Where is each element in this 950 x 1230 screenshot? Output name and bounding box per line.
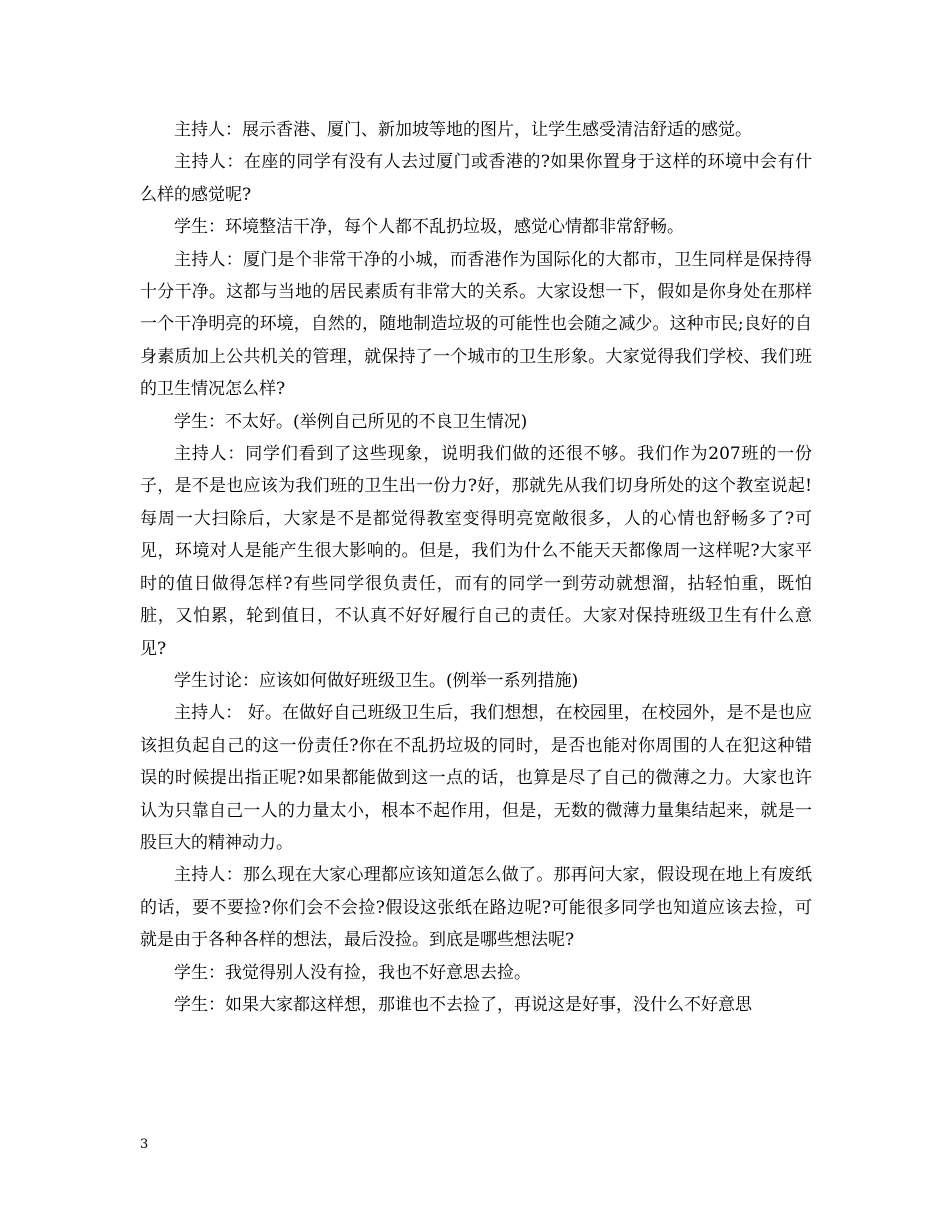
paragraph: 学生：环境整洁干净，每个人都不乱扔垃圾，感觉心情都非常舒畅。	[174, 217, 684, 238]
paragraph: 学生：如果大家都这样想，那谁也不去捡了，再说这是好事，没什么不好意思	[174, 994, 752, 1015]
document-body	[140, 114, 812, 1021]
paragraph: 学生：不太好。(举例自己所见的不良卫生情况)	[174, 411, 528, 432]
paragraph: 主持人：厦门是个非常干净的小城，而香港作为国际化的大都市，卫生同样是保持得十分干净。这都与当地的居民素质有非常大的关系。大家设想一下，假如是你身处在那样一个干净明亮的环境，自然的，随地制造垃圾的可能性也会随之减少。这种市民;良好的自身素质加上公共机关的管理，就保持了一个城市的卫生形象。大家觉得我们学校、我们班的卫生情况怎么样?	[140, 249, 812, 400]
paragraph: 主持人：在座的同学有没有人去过厦门或香港的?如果你置身于这样的环境中会有什么样的感觉呢?	[140, 152, 812, 205]
page-number: 3	[140, 1137, 149, 1152]
paragraph: 主持人：展示香港、厦门、新加坡等地的图片，让学生感受清洁舒适的感觉。	[174, 120, 752, 140]
paragraph: 主持人：那么现在大家心理都应该知道怎么做了。那再问大家，假设现在地上有废纸的话，要不要捡?你们会不会捡?假设这张纸在路边呢?可能很多同学也知道应该去捡，可就是由于各种各样的想法，最后没捡。到底是哪些想法呢?	[140, 865, 812, 951]
paragraph: 主持人：同学们看到了这些现象，说明我们做的还很不够。我们作为207班的一份子，是不是也应该为我们班的卫生出一份力?好，那就先从我们切身所处的这个教室说起!每周一大扫除后，大家是不是都觉得教室变得明亮宽敞很多，人的心情也舒畅多了?可见，环境对人是能产生很大影响的。但是，我们为什么不能天天都像周一这样呢?大家平时的值日做得怎样?有些同学很负责任，而有的同学一到劳动就想溜，拈轻怕重，既怕脏，又怕累，轮到值日，不认真不好好履行自己的责任。大家对保持班级卫生有什么意见?	[140, 444, 812, 659]
paragraph: 学生讨论：应该如何做好班级卫生。(例举一系列措施)	[174, 670, 579, 691]
paragraph: 学生：我觉得别人没有捡，我也不好意思去捡。	[174, 962, 531, 983]
paragraph: 主持人： 好。在做好自己班级卫生后，我们想想，在校园里，在校园外，是不是也应该担负起自己的这一份责任?你在不乱扔垃圾的同时，是否也能对你周围的人在犯这种错误的时候提出指正呢?如果都能做到这一点的话，也算是尽了自己的微薄之力。大家也许认为只靠自己一人的力量太小，根本不起作用，但是，无数的微薄力量集结起来，就是一股巨大的精神动力。	[140, 703, 812, 853]
